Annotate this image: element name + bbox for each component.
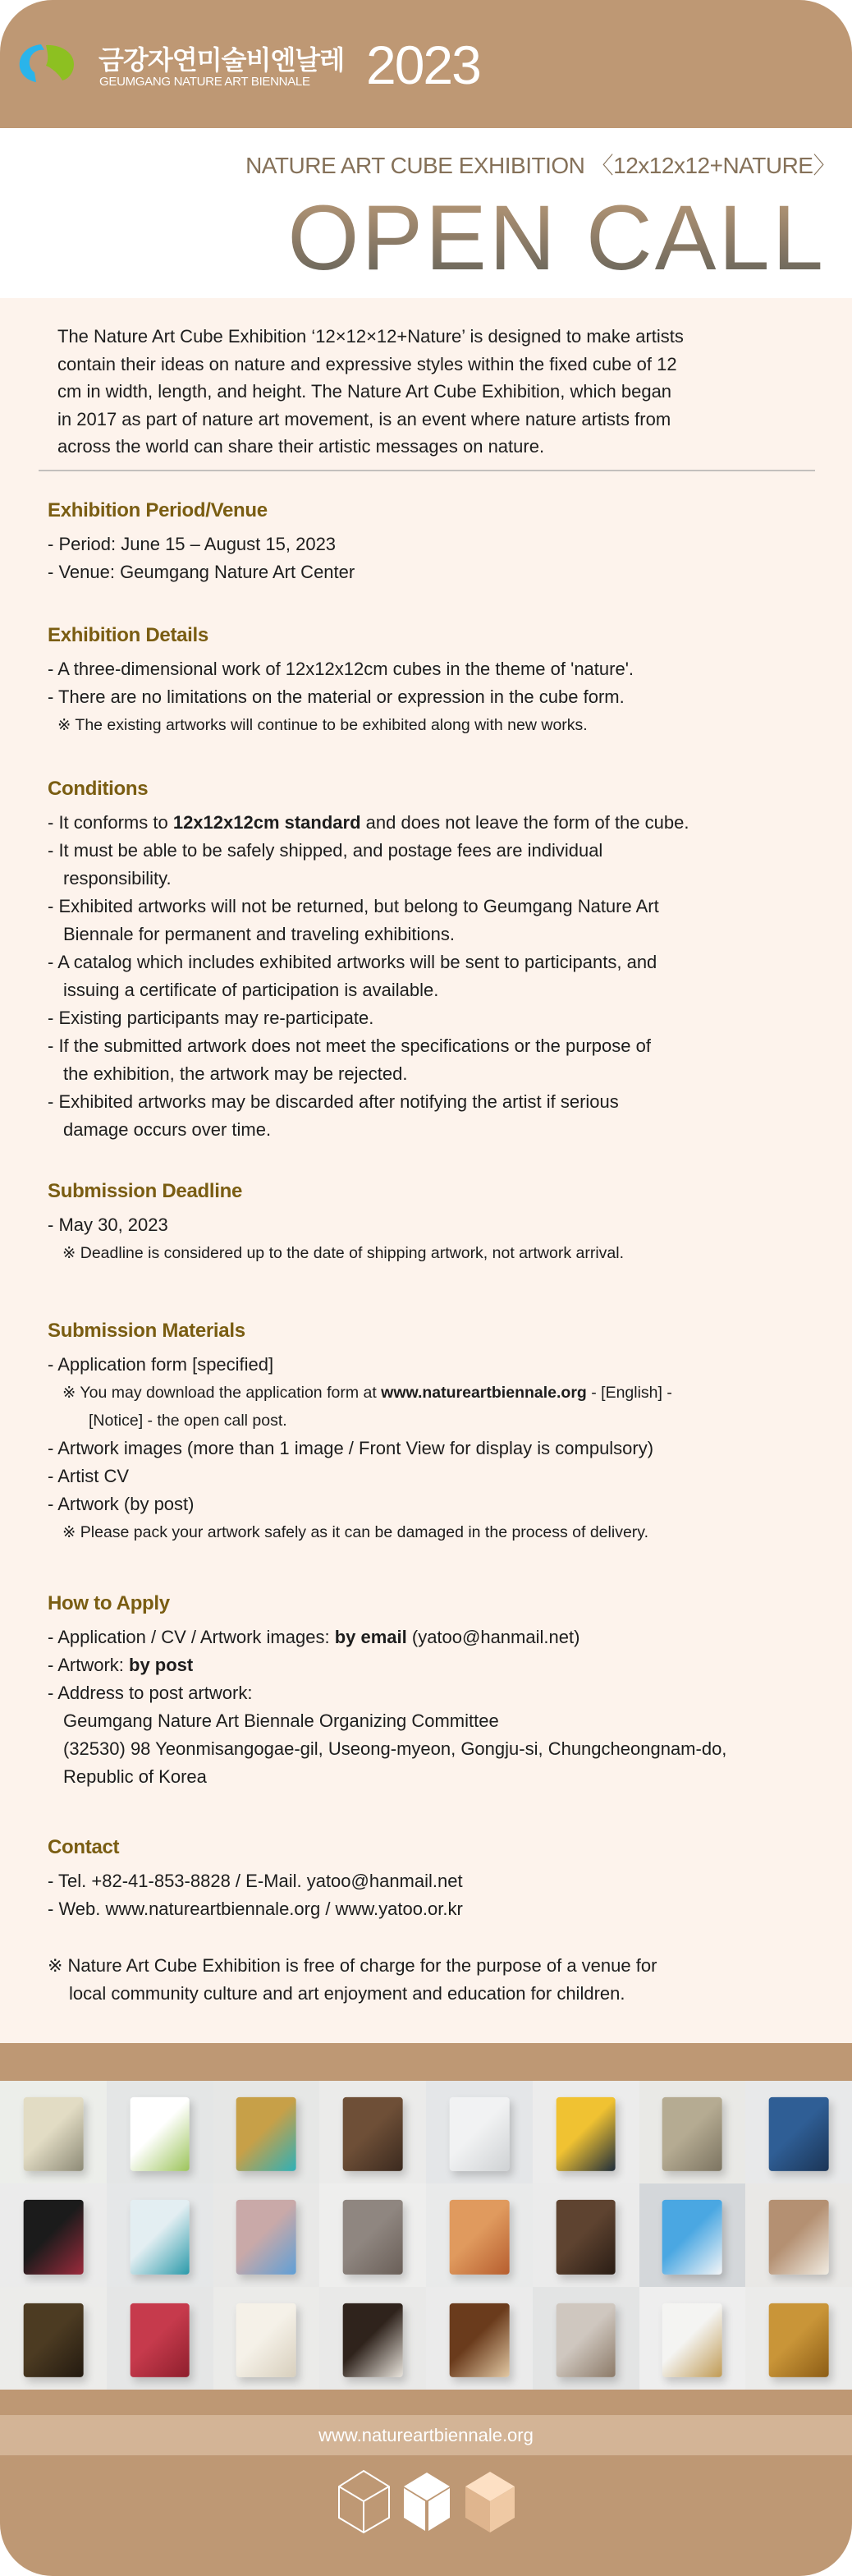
intro-paragraph <box>57 323 684 461</box>
text-segment: damage occurs over time. <box>63 1119 272 1140</box>
section-deadline <box>48 1178 624 1267</box>
text-segment: issuing a certificate of participation is available. <box>63 980 439 1000</box>
artwork-thumbnail <box>107 2183 213 2286</box>
artwork-thumbnail <box>745 2287 852 2390</box>
artwork-thumbnail <box>0 2183 107 2286</box>
text-segment: - It must be able to be safely shipped, and postage fees are individual <box>48 840 603 861</box>
section-apply <box>48 1590 726 1791</box>
text-segment: ※ You may download the application form at <box>62 1384 382 1402</box>
exhibition-subtitle: NATURE ART CUBE EXHIBITION 〈12x12x12+NATURE〉 <box>245 153 836 178</box>
text-segment: - Artist CV <box>48 1466 130 1486</box>
list-item <box>48 893 689 921</box>
text-segment: - Artwork (by post) <box>48 1494 195 1514</box>
intro-line: in 2017 as part of nature art movement, is an event where nature artists from <box>57 408 671 429</box>
artwork-cube <box>236 2200 296 2274</box>
artwork-cube <box>343 2200 403 2274</box>
page-title: OPEN CALL <box>287 186 826 289</box>
text-segment: - Exhibited artworks will not be returned, but belong to Geumgang Nature Art <box>48 896 659 916</box>
text-segment: - Artwork images (more than 1 image / Front View for display is compulsory) <box>48 1438 654 1458</box>
artwork-cube <box>769 2097 829 2171</box>
note-line <box>48 1518 672 1546</box>
text-segment: - Address to post artwork: <box>48 1683 253 1703</box>
text-segment: - [English] - <box>586 1384 672 1402</box>
artwork-cube <box>24 2200 84 2274</box>
section-heading: Submission Deadline <box>48 1180 243 1202</box>
text-segment: - Tel. +82-41-853-8828 / E-Mail. yatoo@hanmail.net <box>48 1871 463 1891</box>
list-item <box>48 1211 624 1239</box>
artwork-thumbnail <box>319 2183 426 2286</box>
list-item <box>48 976 689 1004</box>
artwork-cube <box>450 2200 510 2274</box>
section-contact <box>48 1834 463 1923</box>
list-item <box>48 1088 689 1116</box>
artwork-thumbnail <box>426 2287 533 2390</box>
artwork-cube <box>236 2097 296 2171</box>
text-segment: - A three-dimensional work of 12x12x12cm cubes in the theme of 'nature'. <box>48 659 634 679</box>
list-item <box>48 1867 463 1895</box>
artwork-cube <box>343 2303 403 2377</box>
list-item <box>48 837 689 865</box>
list-item <box>48 558 355 586</box>
section-heading: Exhibition Details <box>48 624 208 646</box>
divider <box>39 470 815 471</box>
artwork-cube <box>130 2097 190 2171</box>
text-segment: - Artwork: <box>48 1655 130 1675</box>
artwork-cube <box>662 2303 722 2377</box>
text-segment: the exhibition, the artwork may be rejected. <box>63 1063 408 1084</box>
text-segment: ※ Please pack your artwork safely as it can be damaged in the process of delivery. <box>62 1523 648 1541</box>
intro-line: contain their ideas on nature and expressive styles within the fixed cube of 12 <box>57 353 677 374</box>
text-segment: and does not leave the form of the cube. <box>360 812 689 833</box>
artwork-gallery <box>0 2081 852 2390</box>
artwork-cube <box>24 2097 84 2171</box>
list-item <box>48 809 689 837</box>
list-item <box>48 1735 726 1763</box>
text-segment: local community culture and art enjoyment and education for children. <box>69 1983 625 2004</box>
list-item <box>48 1004 689 1032</box>
intro-line: cm in width, length, and height. The Nature Art Cube Exhibition, which began <box>57 381 672 402</box>
text-segment: - Existing participants may re-participate. <box>48 1008 374 1028</box>
artwork-thumbnail <box>0 2287 107 2390</box>
artwork-cube <box>130 2200 190 2274</box>
text-segment: - There are no limitations on the material or expression in the cube form. <box>48 686 625 707</box>
artwork-thumbnail <box>533 2081 639 2183</box>
note-line <box>48 1239 624 1267</box>
header-banner <box>0 0 852 128</box>
list-item <box>48 1060 689 1088</box>
artwork-thumbnail <box>639 2081 746 2183</box>
list-item <box>48 1679 726 1707</box>
artwork-cube <box>450 2303 510 2377</box>
list-item <box>48 1351 672 1379</box>
text-segment: - If the submitted artwork does not meet the specifications or the purpose of <box>48 1035 651 1056</box>
section-heading: How to Apply <box>48 1592 170 1614</box>
list-item <box>48 1707 726 1735</box>
artwork-thumbnail <box>745 2183 852 2286</box>
text-segment: Republic of Korea <box>63 1766 207 1787</box>
note-line <box>48 1379 672 1407</box>
url-band <box>0 2415 852 2455</box>
note-line <box>48 1980 657 2008</box>
artwork-thumbnail <box>213 2081 320 2183</box>
website-link[interactable]: www.natureartbiennale.org <box>318 2425 534 2445</box>
emphasis-text: by post <box>129 1655 194 1675</box>
artwork-cube <box>662 2097 722 2171</box>
list-item <box>48 1763 726 1791</box>
intro-line: The Nature Art Cube Exhibition ‘12×12×12+Nature’ is designed to make artists <box>57 326 684 347</box>
text-segment: - May 30, 2023 <box>48 1215 168 1235</box>
artwork-cube <box>556 2097 616 2171</box>
artwork-thumbnail <box>639 2183 746 2286</box>
emphasis-text: 12x12x12cm standard <box>172 812 361 833</box>
section-period <box>48 497 355 586</box>
text-segment: Biennale for permanent and traveling exhibitions. <box>63 924 455 944</box>
logo-english-title: GEUMGANG NATURE ART BIENNALE <box>99 75 310 89</box>
section-heading: Exhibition Period/Venue <box>48 499 268 521</box>
cube-white-icon <box>404 2473 450 2531</box>
artwork-cube <box>343 2097 403 2171</box>
text-segment: - Period: June 15 – August 15, 2023 <box>48 534 337 554</box>
list-item <box>48 948 689 976</box>
text-segment: - Venue: Geumgang Nature Art Center <box>48 562 355 582</box>
cube-outline-icon <box>339 2471 389 2532</box>
artwork-cube <box>236 2303 296 2377</box>
artwork-thumbnail <box>107 2287 213 2390</box>
note-line <box>48 1952 657 1980</box>
emphasis-text: by email <box>334 1627 407 1647</box>
section-final-note <box>48 1952 657 2008</box>
artwork-thumbnail <box>533 2183 639 2286</box>
artwork-cube <box>556 2200 616 2274</box>
artwork-cube <box>662 2200 722 2274</box>
section-details <box>48 622 634 739</box>
section-heading: Contact <box>48 1836 120 1858</box>
list-item <box>48 655 634 683</box>
list-item <box>48 921 689 948</box>
artwork-cube <box>130 2303 190 2377</box>
artwork-thumbnail <box>745 2081 852 2183</box>
artwork-thumbnail <box>213 2287 320 2390</box>
list-item <box>48 1623 726 1651</box>
section-heading: Conditions <box>48 778 149 800</box>
artwork-thumbnail <box>426 2183 533 2286</box>
artwork-cube <box>769 2303 829 2377</box>
text-segment: - It conforms to <box>48 812 173 833</box>
text-segment: (32530) 98 Yeonmisangogae-gil, Useong-myeon, Gongju-si, Chungcheongnam-do, <box>63 1738 727 1759</box>
text-segment: - A catalog which includes exhibited artworks will be sent to participants, and <box>48 952 657 972</box>
list-item <box>48 1435 672 1462</box>
artwork-cube <box>769 2200 829 2274</box>
list-item <box>48 683 634 711</box>
intro-line: across the world can share their artistic messages on nature. <box>57 436 545 457</box>
note-line <box>48 711 634 739</box>
artwork-thumbnail <box>319 2287 426 2390</box>
cube-icons <box>337 2468 517 2534</box>
inline-link[interactable]: www.natureartbiennale.org <box>381 1384 587 1402</box>
list-item <box>48 530 355 558</box>
cube-peach-icon <box>465 2472 515 2532</box>
text-segment: ※ The existing artworks will continue to be exhibited along with new works. <box>57 716 588 734</box>
note-line <box>48 1407 672 1435</box>
artwork-thumbnail <box>0 2081 107 2183</box>
text-segment: - Exhibited artworks may be discarded after notifying the artist if serious <box>48 1091 619 1112</box>
artwork-cube <box>24 2303 84 2377</box>
list-item <box>48 865 689 893</box>
text-segment: [Notice] - the open call post. <box>89 1412 287 1430</box>
text-segment: ※ Nature Art Cube Exhibition is free of charge for the purpose of a venue for <box>48 1955 657 1976</box>
logo-korean-title: 금강자연미술비엔날레 <box>98 45 345 75</box>
biennale-logo-icon <box>16 43 89 84</box>
text-segment: - Web. www.natureartbiennale.org / www.yatoo.or.kr <box>48 1899 463 1919</box>
text-segment: Geumgang Nature Art Biennale Organizing Committee <box>63 1710 499 1731</box>
text-segment: ※ Deadline is considered up to the date of shipping artwork, not artwork arrival. <box>62 1244 625 1262</box>
artwork-thumbnail <box>107 2081 213 2183</box>
inline-link[interactable]: (yatoo@hanmail.net) <box>406 1627 580 1647</box>
artwork-thumbnail <box>213 2183 320 2286</box>
text-segment: - Application / CV / Artwork images: <box>48 1627 335 1647</box>
section-heading: Submission Materials <box>48 1320 245 1342</box>
biennale-year: 2023 <box>366 34 480 95</box>
list-item <box>48 1895 463 1923</box>
artwork-thumbnail <box>426 2081 533 2183</box>
artwork-thumbnail <box>319 2081 426 2183</box>
title-area <box>0 128 852 298</box>
list-item <box>48 1490 672 1518</box>
section-materials <box>48 1317 672 1546</box>
artwork-cube <box>450 2097 510 2171</box>
artwork-thumbnail <box>533 2287 639 2390</box>
list-item <box>48 1116 689 1144</box>
text-segment: - Application form [specified] <box>48 1354 274 1375</box>
list-item <box>48 1032 689 1060</box>
list-item <box>48 1462 672 1490</box>
text-segment: responsibility. <box>63 868 172 889</box>
list-item <box>48 1651 726 1679</box>
artwork-cube <box>556 2303 616 2377</box>
section-conditions <box>48 775 689 1144</box>
artwork-thumbnail <box>639 2287 746 2390</box>
